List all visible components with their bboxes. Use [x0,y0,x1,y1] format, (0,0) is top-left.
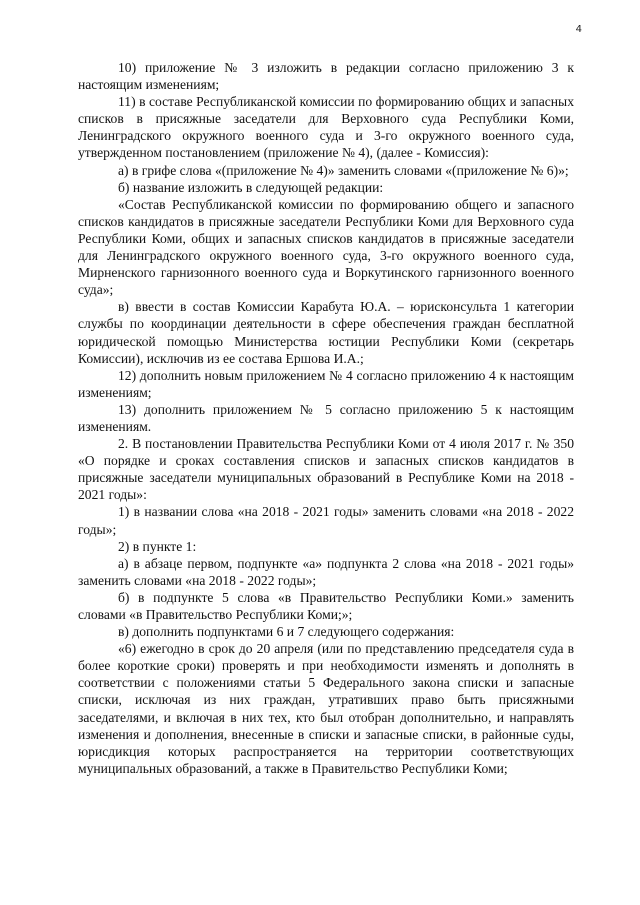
page-number: 4 [575,24,582,35]
paragraph: 13) дополнить приложением № 5 согласно приложению 5 к настоящим изменениям. [78,401,574,434]
paragraph: 11) в составе Республиканской комиссии по формированию общих и запасных списков в присяжные заседатели для Верховного суда Республики Коми, Ленинградского окружного военного суда и 3-го окружного военного суда, утвержденном постановлением (приложение № 4), (далее - Комиссия): [78,94,574,161]
paragraph: 12) дополнить новым приложением № 4 согласно приложению 4 к настоящим изменениям; [78,367,574,400]
paragraph: 2) в пункте 1: [118,538,197,554]
document-body [78,59,574,777]
paragraph: а) в абзаце первом, подпункте «а» подпункта 2 слова «на 2018 - 2021 годы» заменить словами «на 2018 - 2022 годы»; [78,555,574,588]
paragraph: в) дополнить подпунктами 6 и 7 следующего содержания: [118,624,455,640]
paragraph: б) название изложить в следующей редакции: [118,179,384,195]
paragraph: а) в грифе слова «(приложение № 4)» заменить словами «(приложение № 6)»; [118,162,569,178]
quoted-subparagraph-6: «6) ежегодно в срок до 20 апреля (или по представлению председателя суда в более короткие сроки) проверять и при необходимости изменять и дополнять в соответствии с положениями статьи 5 Федерального закона списки и запасные списки, исключая из них граждан, утративших право быть присяжными заседателями, и включая в них тех, кто был отобран дополнительно, и направлять изменения и дополнения, внесенные в списки и запасные списки, в районные суды, юрисдикция которых распространяется на территории соответствующих муниципальных образований, а также в Правительство Республики Коми; [78,641,574,776]
paragraph: б) в подпункте 5 слова «в Правительство Республики Коми.» заменить словами «в Правительство Республики Коми;»; [78,589,574,622]
section-2-paragraph: 2. В постановлении Правительства Республики Коми от 4 июля 2017 г. № 350 «О порядке и сроках составления списков и запасных списков кандидатов в присяжные заседатели муниципальных образований в Республике Коми на 2018 - 2021 годы»: [78,436,574,503]
paragraph: 1) в названии слова «на 2018 - 2021 годы» заменить словами «на 2018 - 2022 годы»; [78,504,574,537]
paragraph: в) ввести в состав Комиссии Карабута Ю.А. – юрисконсульта 1 категории службы по координации деятельности в сфере обеспечения граждан бесплатной юридической помощью Министерства юстиции Республики Коми (секретарь Комиссии), исключив из ее состава Ершова И.А.; [78,299,574,366]
quoted-title-paragraph: «Состав Республиканской комиссии по формированию общего и запасного списков кандидатов в присяжные заседатели Республики Коми для Верховного суда Республики Коми, общих и запасных списков кандидатов в присяжные заседатели для Ленинградского окружного военного суда, 3-го окружного военного суда, Мирненского гарнизонного военного суда и Воркутинского гарнизонного военного суда»; [78,196,574,298]
paragraph: 10) приложение № 3 изложить в редакции согласно приложению 3 к настоящим изменениям; [78,60,574,93]
